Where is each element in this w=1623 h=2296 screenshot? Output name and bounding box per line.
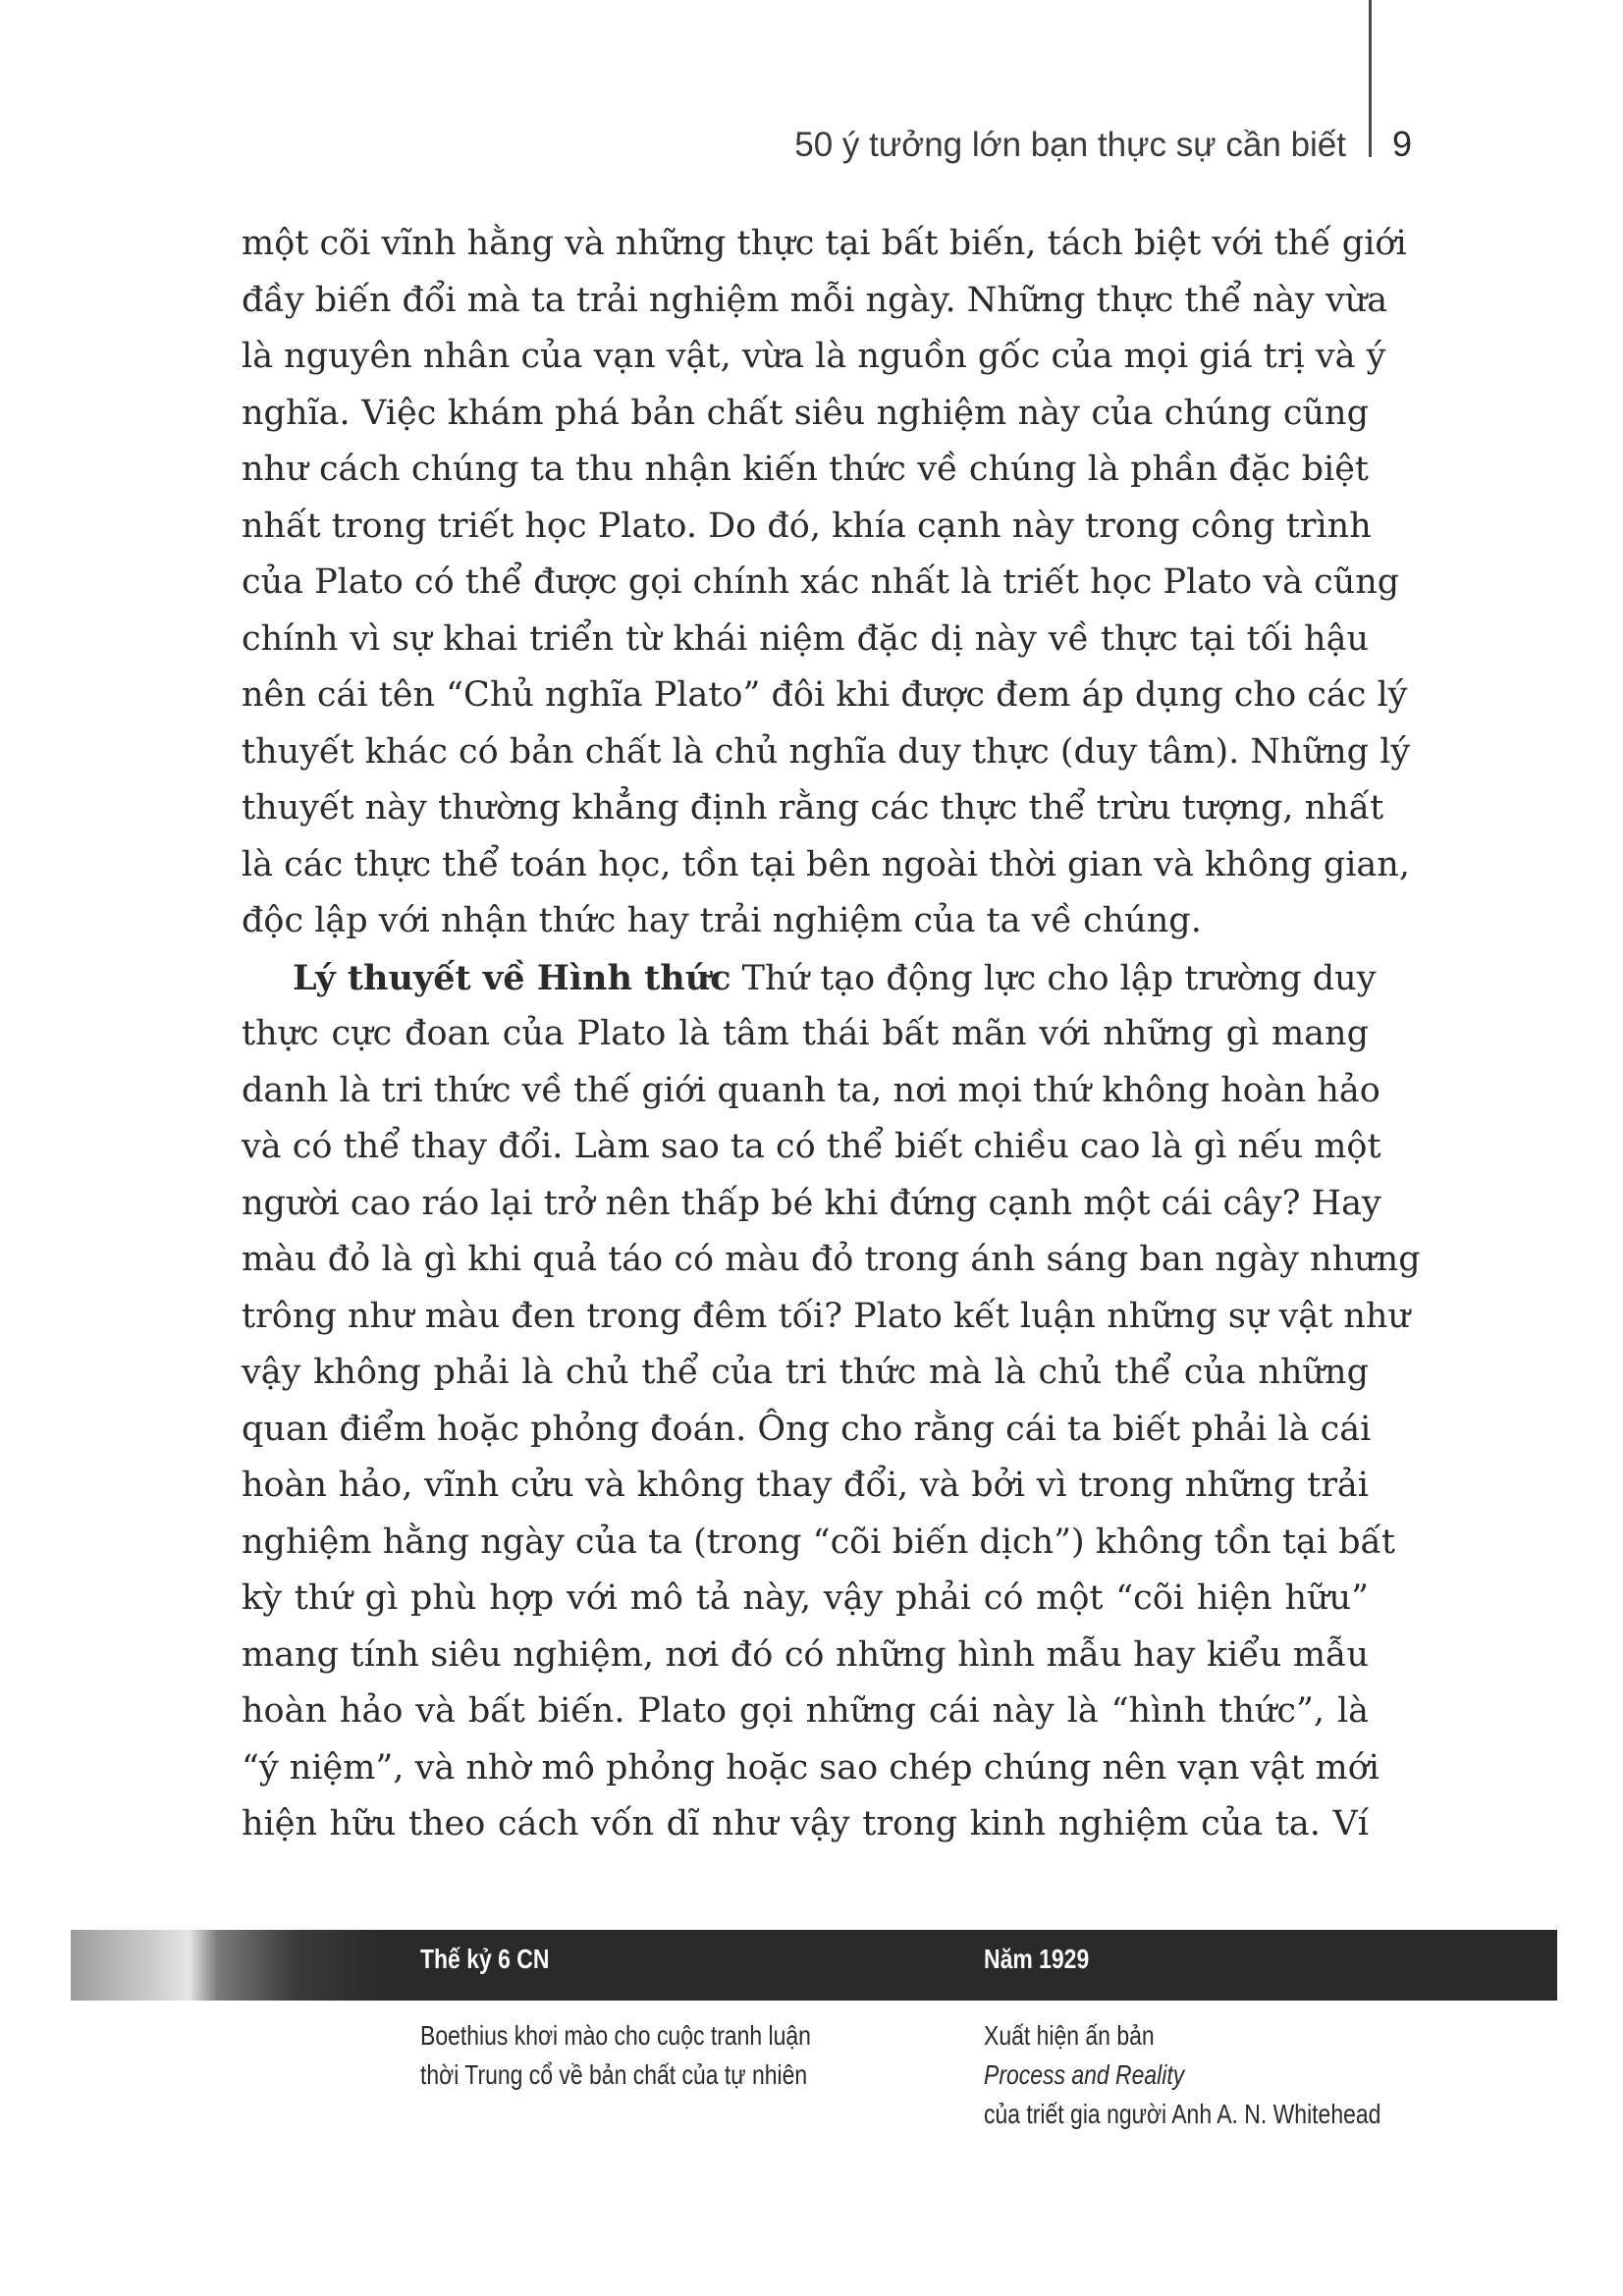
text-line: trông như màu đen trong đêm tối? Plato kết luận những sự vật như [242,1296,1410,1336]
section-first-line-text: Thứ tạo động lực cho lập trường duy [730,958,1377,998]
section-first-line [242,950,1377,1007]
text-line: hiện hữu theo cách vốn dĩ như vậy trong kinh nghiệm của ta. Ví [242,1804,1369,1843]
text-line: mang tính siêu nghiệm, nơi đó có những hình mẫu hay kiểu mẫu [242,1634,1369,1675]
text-line: “ý niệm”, và nhờ mô phỏng hoặc sao chép chúng nên vạn vật mới [242,1747,1380,1788]
text-line: vậy không phải là chủ thể của tri thức mà là chủ thể của những [242,1353,1369,1392]
body-text [242,216,1421,1853]
book-title: Process and Reality [984,2059,1185,2090]
timeline-right-line: của triết gia người Anh A. N. Whitehead [984,2099,1381,2129]
text-line: một cõi vĩnh hằng và những thực tại bất biến, tách biệt với thế giới [242,224,1407,263]
section-heading: Lý thuyết về Hình thức [293,957,731,998]
text-line: kỳ thứ gì phù hợp với mô tả này, vậy phải có một “cõi hiện hữu” [242,1578,1369,1618]
timeline-right-line [984,2016,1380,2095]
text-line: thuyết này thường khẳng định rằng các thực thể trừu tượng, nhất [242,788,1384,828]
header-divider [1369,0,1372,157]
timeline-left-line: Boethius khơi mào cho cuộc tranh luận [420,2020,811,2051]
text-line: là nguyên nhân của vạn vật, vừa là nguồn gốc của mọi giá trị và ý [242,337,1386,376]
text-line: màu đỏ là gì khi quả táo có màu đỏ trong ánh sáng ban ngày nhưng [242,1240,1421,1279]
timeline-right-description [984,2016,1380,2134]
text-line: và có thể thay đổi. Làm sao ta có thể biết chiều cao là gì nếu một [242,1127,1381,1166]
text-line: chính vì sự khai triển từ khái niệm đặc dị này về thực tại tối hậu [242,618,1369,659]
text-line: hoàn hảo, vĩnh cửu và không thay đổi, và bởi vì trong những trải [242,1466,1369,1505]
text-line: như cách chúng ta thu nhận kiến thức về chúng là phần đặc biệt [242,450,1369,489]
text-line: nên cái tên “Chủ nghĩa Plato” đôi khi được đem áp dụng cho các lý [242,675,1408,715]
text-line: của Plato có thể được gọi chính xác nhất là triết học Plato và cũng [242,562,1400,602]
running-title: 50 ý tưởng lớn bạn thực sự cần biết [794,126,1346,164]
timeline-right-heading: Năm 1929 [984,1944,1090,1974]
text-line: nhất trong triết học Plato. Do đó, khía cạnh này trong công trình [242,506,1372,546]
text-line: độc lập với nhận thức hay trải nghiệm của ta về chúng. [242,901,1202,940]
text-line: hoàn hảo và bất biến. Plato gọi những cái này là “hình thức”, là [242,1691,1369,1731]
page-number: 9 [1392,124,1413,164]
text-line: danh là tri thức về thế giới quanh ta, nơi mọi thứ không hoàn hảo [242,1070,1380,1110]
text-line: là các thực thể toán học, tồn tại bên ngoài thời gian và không gian, [242,844,1410,884]
timeline-bar [71,1930,1557,2001]
text-line: thuyết khác có bản chất là chủ nghĩa duy thực (duy tâm). Những lý [242,731,1411,772]
text-line: thực cực đoan của Plato là tâm thái bất mãn với những gì mang [242,1014,1369,1053]
text-line: người cao ráo lại trở nên thấp bé khi đứng cạnh một cái cây? Hay [242,1183,1381,1223]
text-line: nghĩa. Việc khám phá bản chất siêu nghiệm này của chúng cũng [242,393,1369,433]
timeline-right-prefix: Xuất hiện ấn bản [984,2020,1155,2051]
text-line: đầy biến đổi mà ta trải nghiệm mỗi ngày. Những thực thể này vừa [242,280,1388,320]
timeline-left-heading: Thế kỷ 6 CN [420,1944,550,1974]
text-line: nghiệm hằng ngày của ta (trong “cõi biến dịch”) không tồn tại bất [242,1522,1395,1562]
timeline-left-description [420,2016,811,2095]
timeline-left-line: thời Trung cổ về bản chất của tự nhiên [420,2059,808,2090]
text-line: quan điểm hoặc phỏng đoán. Ông cho rằng cái ta biết phải là cái [242,1409,1372,1449]
